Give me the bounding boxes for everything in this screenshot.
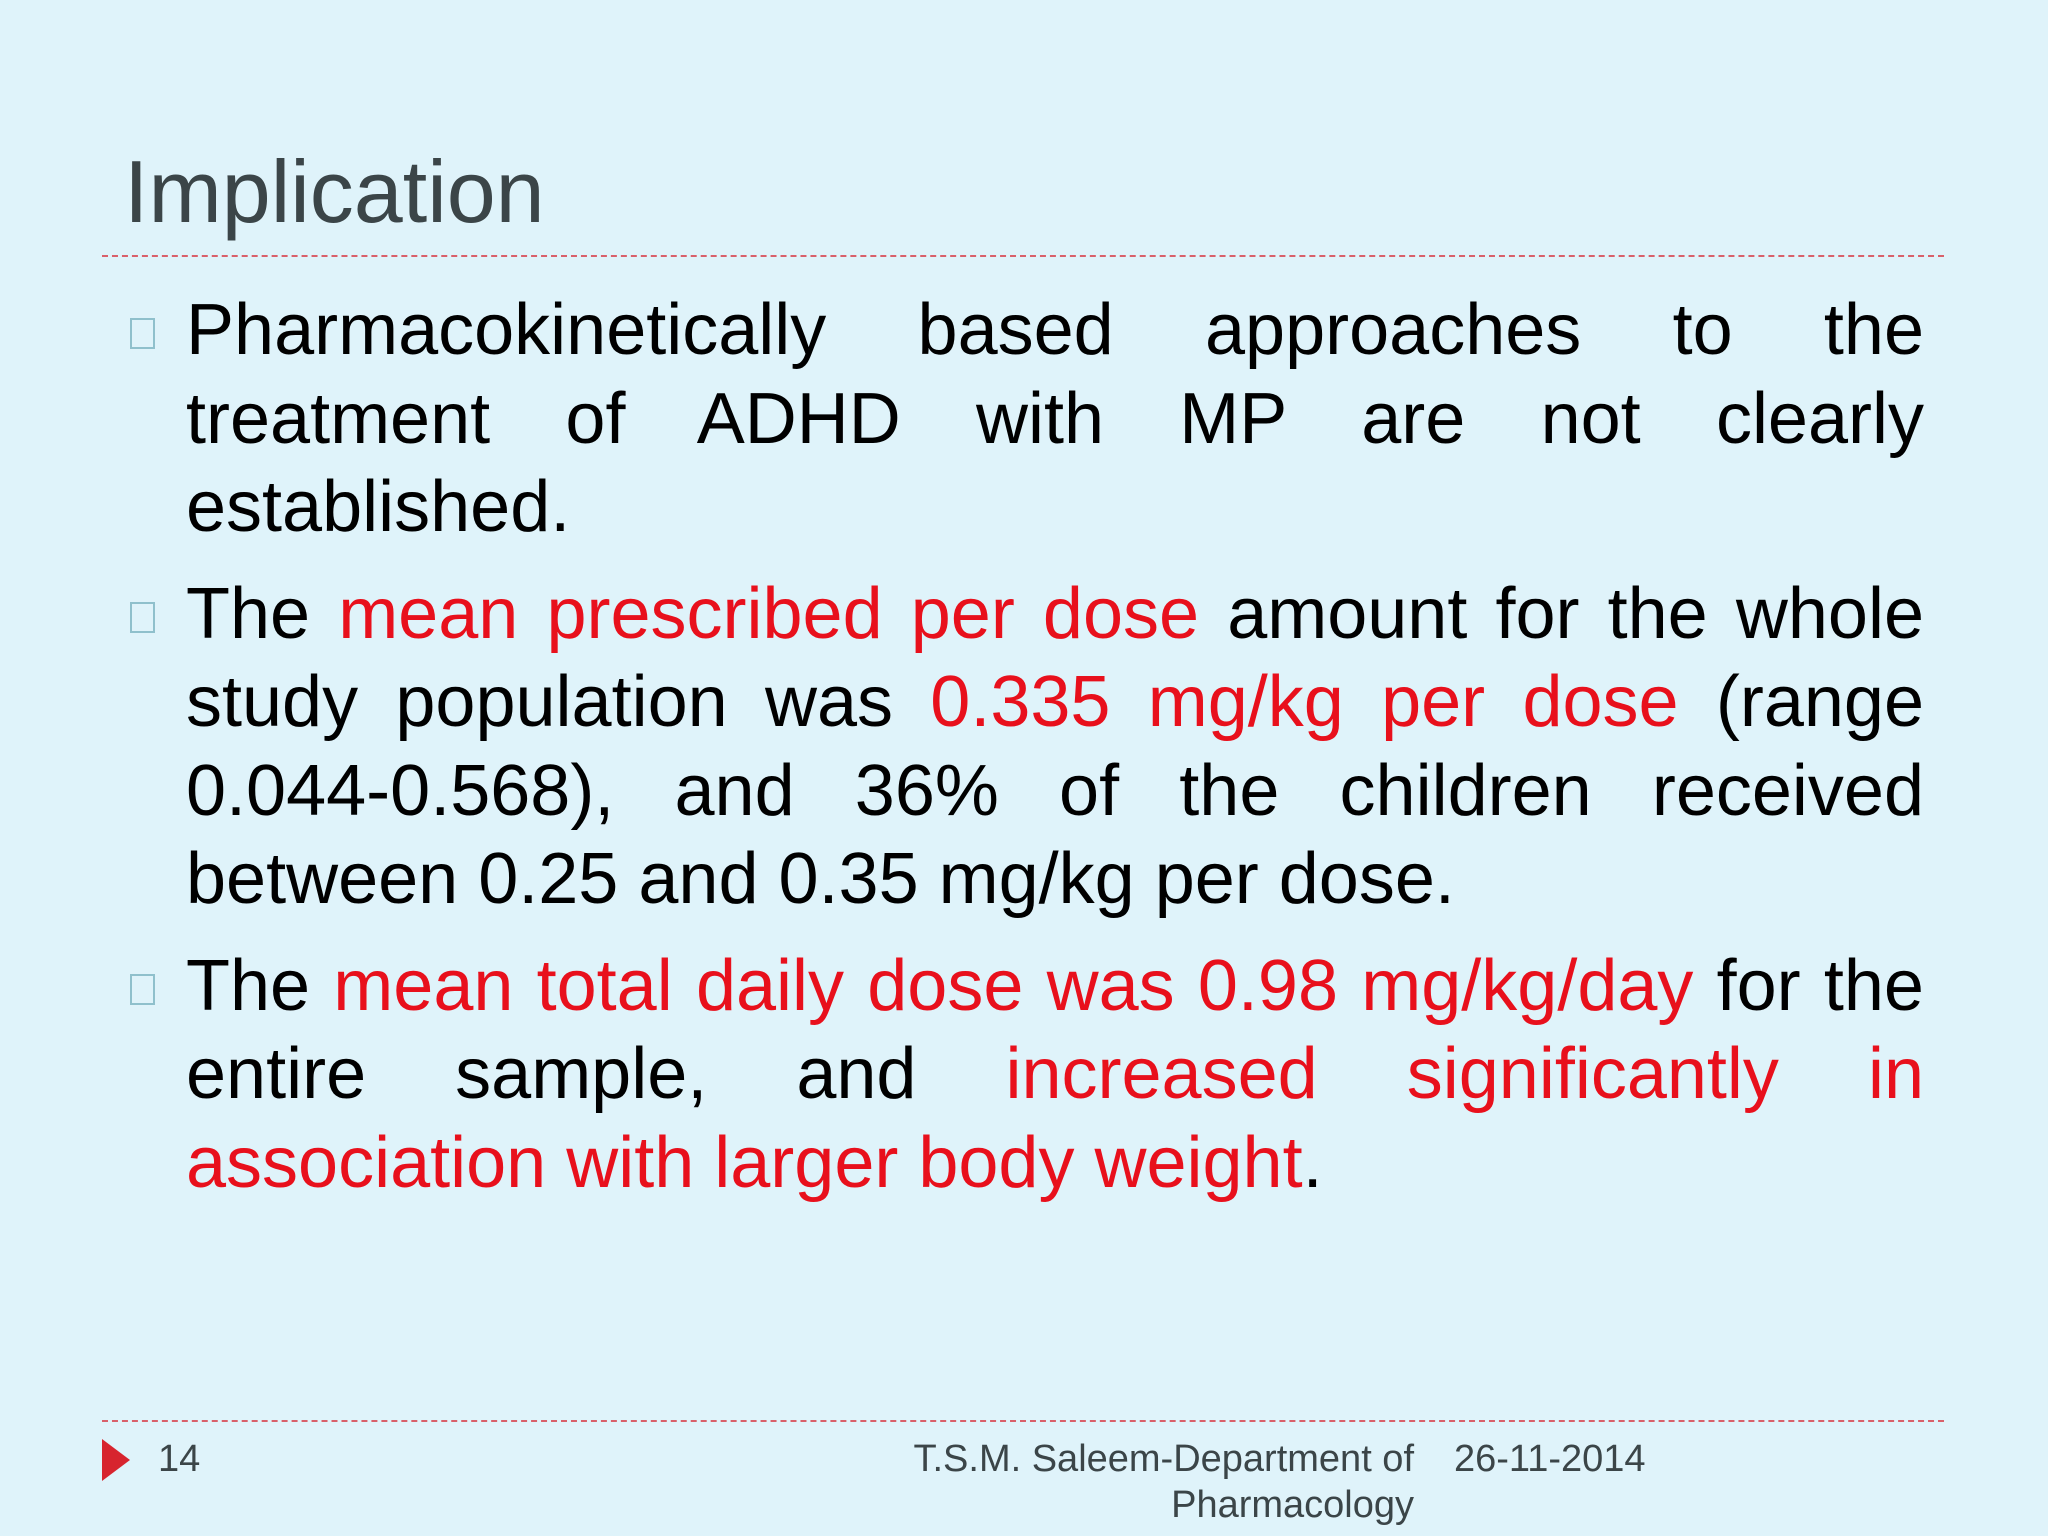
bullet-text: amount for the whole study population was	[186, 573, 1924, 742]
bullet-list	[124, 286, 1924, 1225]
bullet-item	[124, 570, 1924, 924]
square-outline-icon	[130, 318, 155, 349]
footer-author: T.S.M. Saleem-Department of Pharmacology	[913, 1438, 1414, 1526]
highlight-text: mean prescribed per dose	[338, 573, 1200, 654]
bullet-text: Pharmacokinetically based approaches to the treatment of ADHD with MP are not clearly established.	[186, 290, 1924, 547]
highlight-text: mean total daily dose was 0.98 mg/kg/day	[333, 945, 1694, 1026]
bullet-text: .	[1302, 1122, 1323, 1203]
square-outline-icon	[130, 602, 155, 633]
bullet-item	[124, 942, 1924, 1208]
footer-date: 26-11-2014	[1454, 1438, 1646, 1480]
triangle-right-icon	[102, 1439, 130, 1481]
slide-title: Implication	[124, 142, 545, 241]
bullet-item	[124, 286, 1924, 552]
highlight-text: increased significantly in association with larger body weight	[186, 1034, 1924, 1203]
bullet-text: for the entire sample, and	[186, 945, 1924, 1114]
title-divider	[102, 255, 1944, 257]
bullet-text: The	[186, 945, 334, 1026]
footer-divider	[102, 1420, 1944, 1422]
bullet-text: The	[186, 573, 339, 654]
highlight-text: 0.335 mg/kg per dose	[930, 662, 1679, 742]
bullet-text: (range 0.044-0.568), and 36% of the children received between 0.25 and 0.35 mg/kg per dose.	[186, 662, 1924, 919]
square-outline-icon	[130, 974, 155, 1005]
page-number: 14	[158, 1438, 201, 1480]
